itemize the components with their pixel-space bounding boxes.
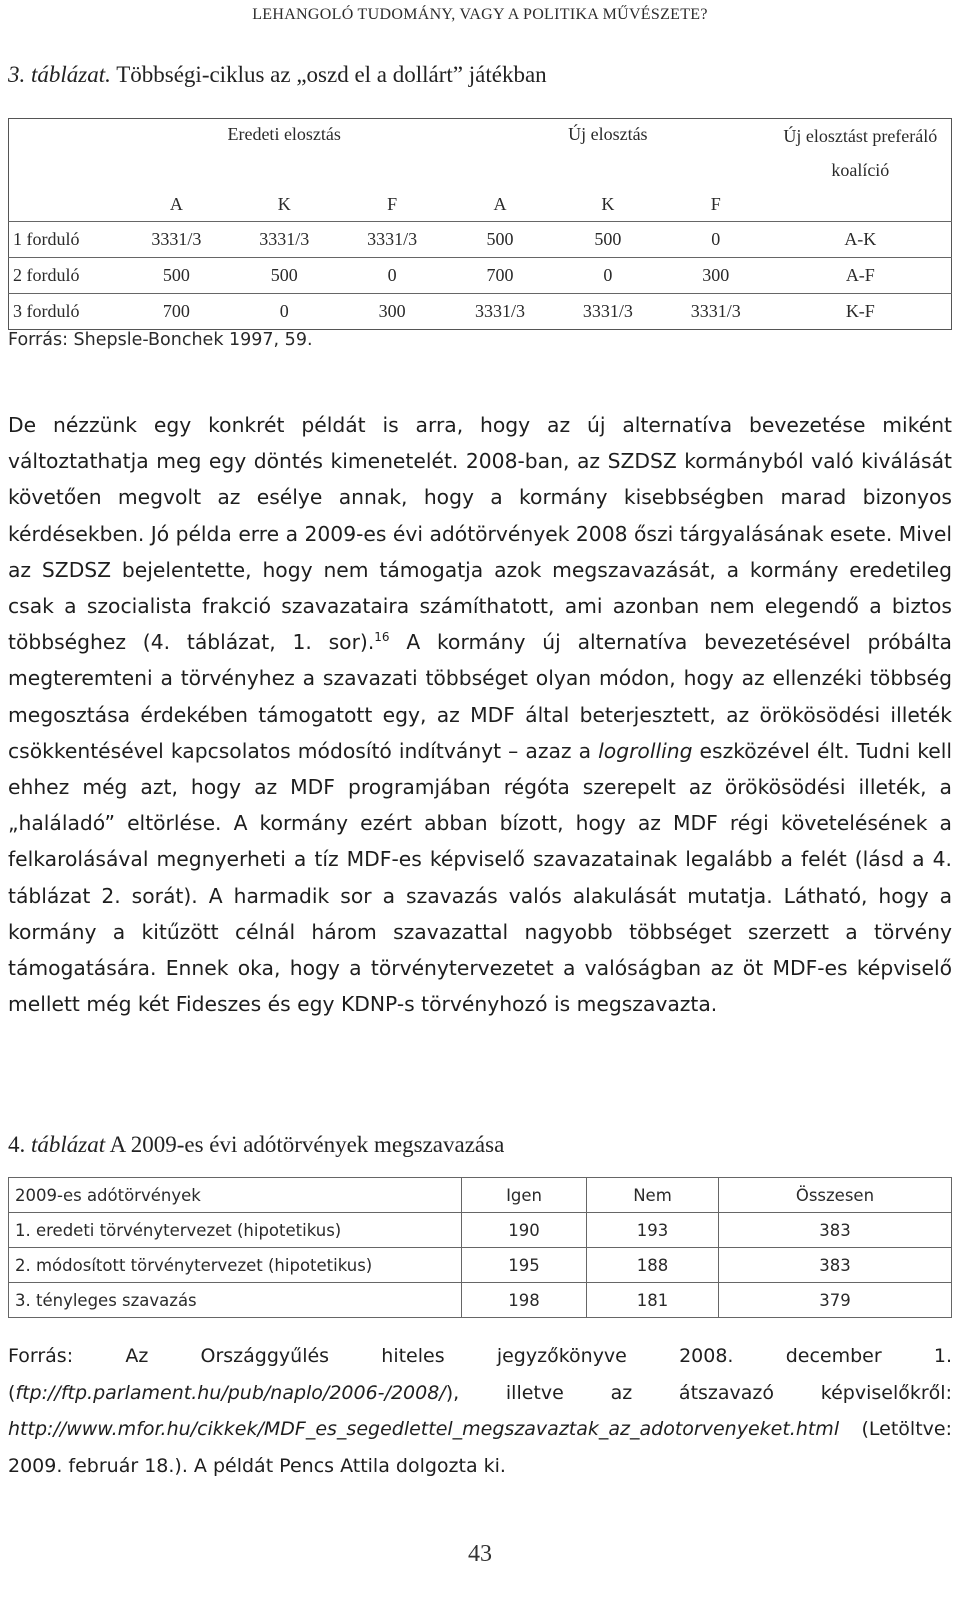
table-row	[9, 1283, 952, 1318]
table-cell: 383	[718, 1213, 951, 1248]
table3-sub-header: K	[277, 193, 291, 214]
table-cell: A-K	[770, 222, 952, 258]
table-cell: 700	[446, 258, 554, 294]
source-text: Forrás: Az Országgyűlés hiteles jegyzőkönyve 2008. december 1. (	[8, 1345, 952, 1404]
table3-sub-header: F	[710, 193, 721, 214]
table3-sub-header: F	[387, 193, 398, 214]
table-row	[9, 294, 952, 330]
table-cell: 500	[230, 258, 338, 294]
table-cell: 198	[462, 1283, 587, 1318]
footnote-marker[interactable]: 16	[374, 630, 390, 645]
table-cell: 3331/3	[554, 294, 662, 330]
table-cell: 3331/3	[446, 294, 554, 330]
table-cell: 500	[122, 258, 230, 294]
table3-group-header: Új elosztást preferáló koalíció	[783, 126, 938, 180]
table-cell: 2. módosított törvénytervezet (hipotetikus)	[9, 1248, 462, 1283]
table-cell: 3331/3	[230, 222, 338, 258]
table3-sub-header: A	[169, 193, 183, 214]
table4-caption-number: 4.	[8, 1132, 26, 1157]
table-cell: 383	[718, 1248, 951, 1283]
table3-group-header: Új elosztás	[568, 124, 648, 144]
table-cell: 2 forduló	[9, 258, 123, 294]
table-cell: 195	[462, 1248, 587, 1283]
table-cell: 500	[554, 222, 662, 258]
table-cell: K-F	[770, 294, 952, 330]
table4-source	[8, 1338, 952, 1484]
table4-caption-text: A 2009-es évi adótörvények megszavazása	[109, 1132, 505, 1157]
source-text: (Letöltve: 2009. február 18.). A példát Pencs Attila dolgozta ki.	[8, 1418, 952, 1477]
table-cell: 181	[587, 1283, 719, 1318]
table-cell: 700	[122, 294, 230, 330]
table-cell: 3. tényleges szavazás	[9, 1283, 462, 1318]
table4-caption-label: táblázat	[31, 1132, 106, 1157]
table-cell: 0	[554, 258, 662, 294]
source-link-ftp[interactable]: ftp://ftp.parlament.hu/pub/naplo/2006-/2008/	[15, 1381, 446, 1404]
table-cell: 190	[462, 1213, 587, 1248]
table3-group-header-row	[9, 119, 952, 188]
table-cell: 500	[446, 222, 554, 258]
body-paragraph	[8, 407, 952, 1022]
italic-term: logrolling	[598, 738, 693, 763]
table-cell: 3331/3	[662, 294, 770, 330]
table3-caption	[8, 62, 547, 88]
table3-sub-header: K	[601, 193, 615, 214]
body-text-part: eszközével élt. Tudni kell ehhez még azt, hogy az MDF programjában régóta szerepelt az örökösödési illeték, a „haláladó” eltörlése. A kormány ezért abban bízott, hogy az MDF régi követelésének a felkarolásával megnyerheti a tíz MDF-es képviselő szavazatainak legalább a felét (lásd a 4. táblázat 2. sorát). A harmadik sor a szavazás valós alakulását mutatja. Látható, hogy a kormány a kitűzött célnál három szavazattal nagyobb többséget szerzett a törvény támogatására. Ennek oka, hogy a törvénytervezetet a valóságban az öt MDF-es képviselő mellett még két Fideszes és egy KDNP-s törvényhozó is megszavazta.	[8, 738, 952, 1017]
table4-header: Igen	[462, 1178, 587, 1213]
table4	[8, 1177, 952, 1318]
table3-source: Forrás: Shepsle-Bonchek 1997, 59.	[8, 330, 313, 350]
table3-sub-header: A	[493, 193, 507, 214]
running-header: LEHANGOLÓ TUDOMÁNY, VAGY A POLITIKA MŰVÉSZETE?	[252, 6, 708, 23]
table3	[8, 118, 952, 330]
table-cell: 0	[338, 258, 446, 294]
table-cell: 300	[338, 294, 446, 330]
table-cell: 0	[230, 294, 338, 330]
table-cell: 3331/3	[338, 222, 446, 258]
table-cell: 0	[662, 222, 770, 258]
table-cell: 188	[587, 1248, 719, 1283]
table3-caption-text: Többségi-ciklus az „oszd el a dollárt” játékban	[116, 62, 547, 87]
table3-group-header: Eredeti elosztás	[227, 124, 341, 144]
table4-header: Összesen	[718, 1178, 951, 1213]
table4-header: Nem	[587, 1178, 719, 1213]
table-cell: A-F	[770, 258, 952, 294]
table-cell: 3331/3	[122, 222, 230, 258]
table4-header-row	[9, 1178, 952, 1213]
body-text-part: De nézzünk egy konkrét példát is arra, hogy az új alternatíva bevezetése miként változtathatja meg egy döntés kimenetelét. 2008-ban, az SZDSZ kormányból való kiválását követően megvolt az esélye annak, hogy a kormány kisebbségben marad bizonyos kérdésekben. Jó példa erre a 2009-es évi adótörvények 2008 őszi tárgyalásának esete. Mivel az SZDSZ bejelentette, hogy nem támogatja azok megszavazását, a kormány eredetileg csak a szocialista frakció szavazataira számíthatott, ami azonban nem elegendő a biztos többséghez (4. táblázat, 1. sor).	[8, 413, 952, 655]
page-number: 43	[468, 1541, 492, 1567]
table-row	[9, 1248, 952, 1283]
source-text: ), illetve az átszavazó képviselőkről:	[445, 1381, 952, 1404]
table-row	[9, 258, 952, 294]
table-cell: 379	[718, 1283, 951, 1318]
table4-header: 2009-es adótörvények	[9, 1178, 462, 1213]
table3-caption-number: 3. táblázat.	[8, 62, 111, 87]
table-row	[9, 222, 952, 258]
source-link-mfor[interactable]: http://www.mfor.hu/cikkek/MDF_es_segedlettel_megszavaztak_az_adotorvenyeket.html	[8, 1418, 840, 1440]
body-text-part: A kormány új alternatíva bevezetésével próbálta megteremteni a törvényhez a szavazati többséget olyan módon, hogy az ellenzéki többség megosztása érdekében támogatott egy, az MDF által beterjesztett, az örökösödési illeték csökkentésével kapcsolatos módosító indítványt – azaz a	[8, 630, 952, 763]
table-row	[9, 1213, 952, 1248]
table4-caption	[8, 1132, 504, 1158]
table-cell: 3 forduló	[9, 294, 123, 330]
table-cell: 193	[587, 1213, 719, 1248]
table-cell: 300	[662, 258, 770, 294]
table-cell: 1 forduló	[9, 222, 123, 258]
table-cell: 1. eredeti törvénytervezet (hipotetikus)	[9, 1213, 462, 1248]
table3-sub-header-row	[9, 187, 952, 222]
